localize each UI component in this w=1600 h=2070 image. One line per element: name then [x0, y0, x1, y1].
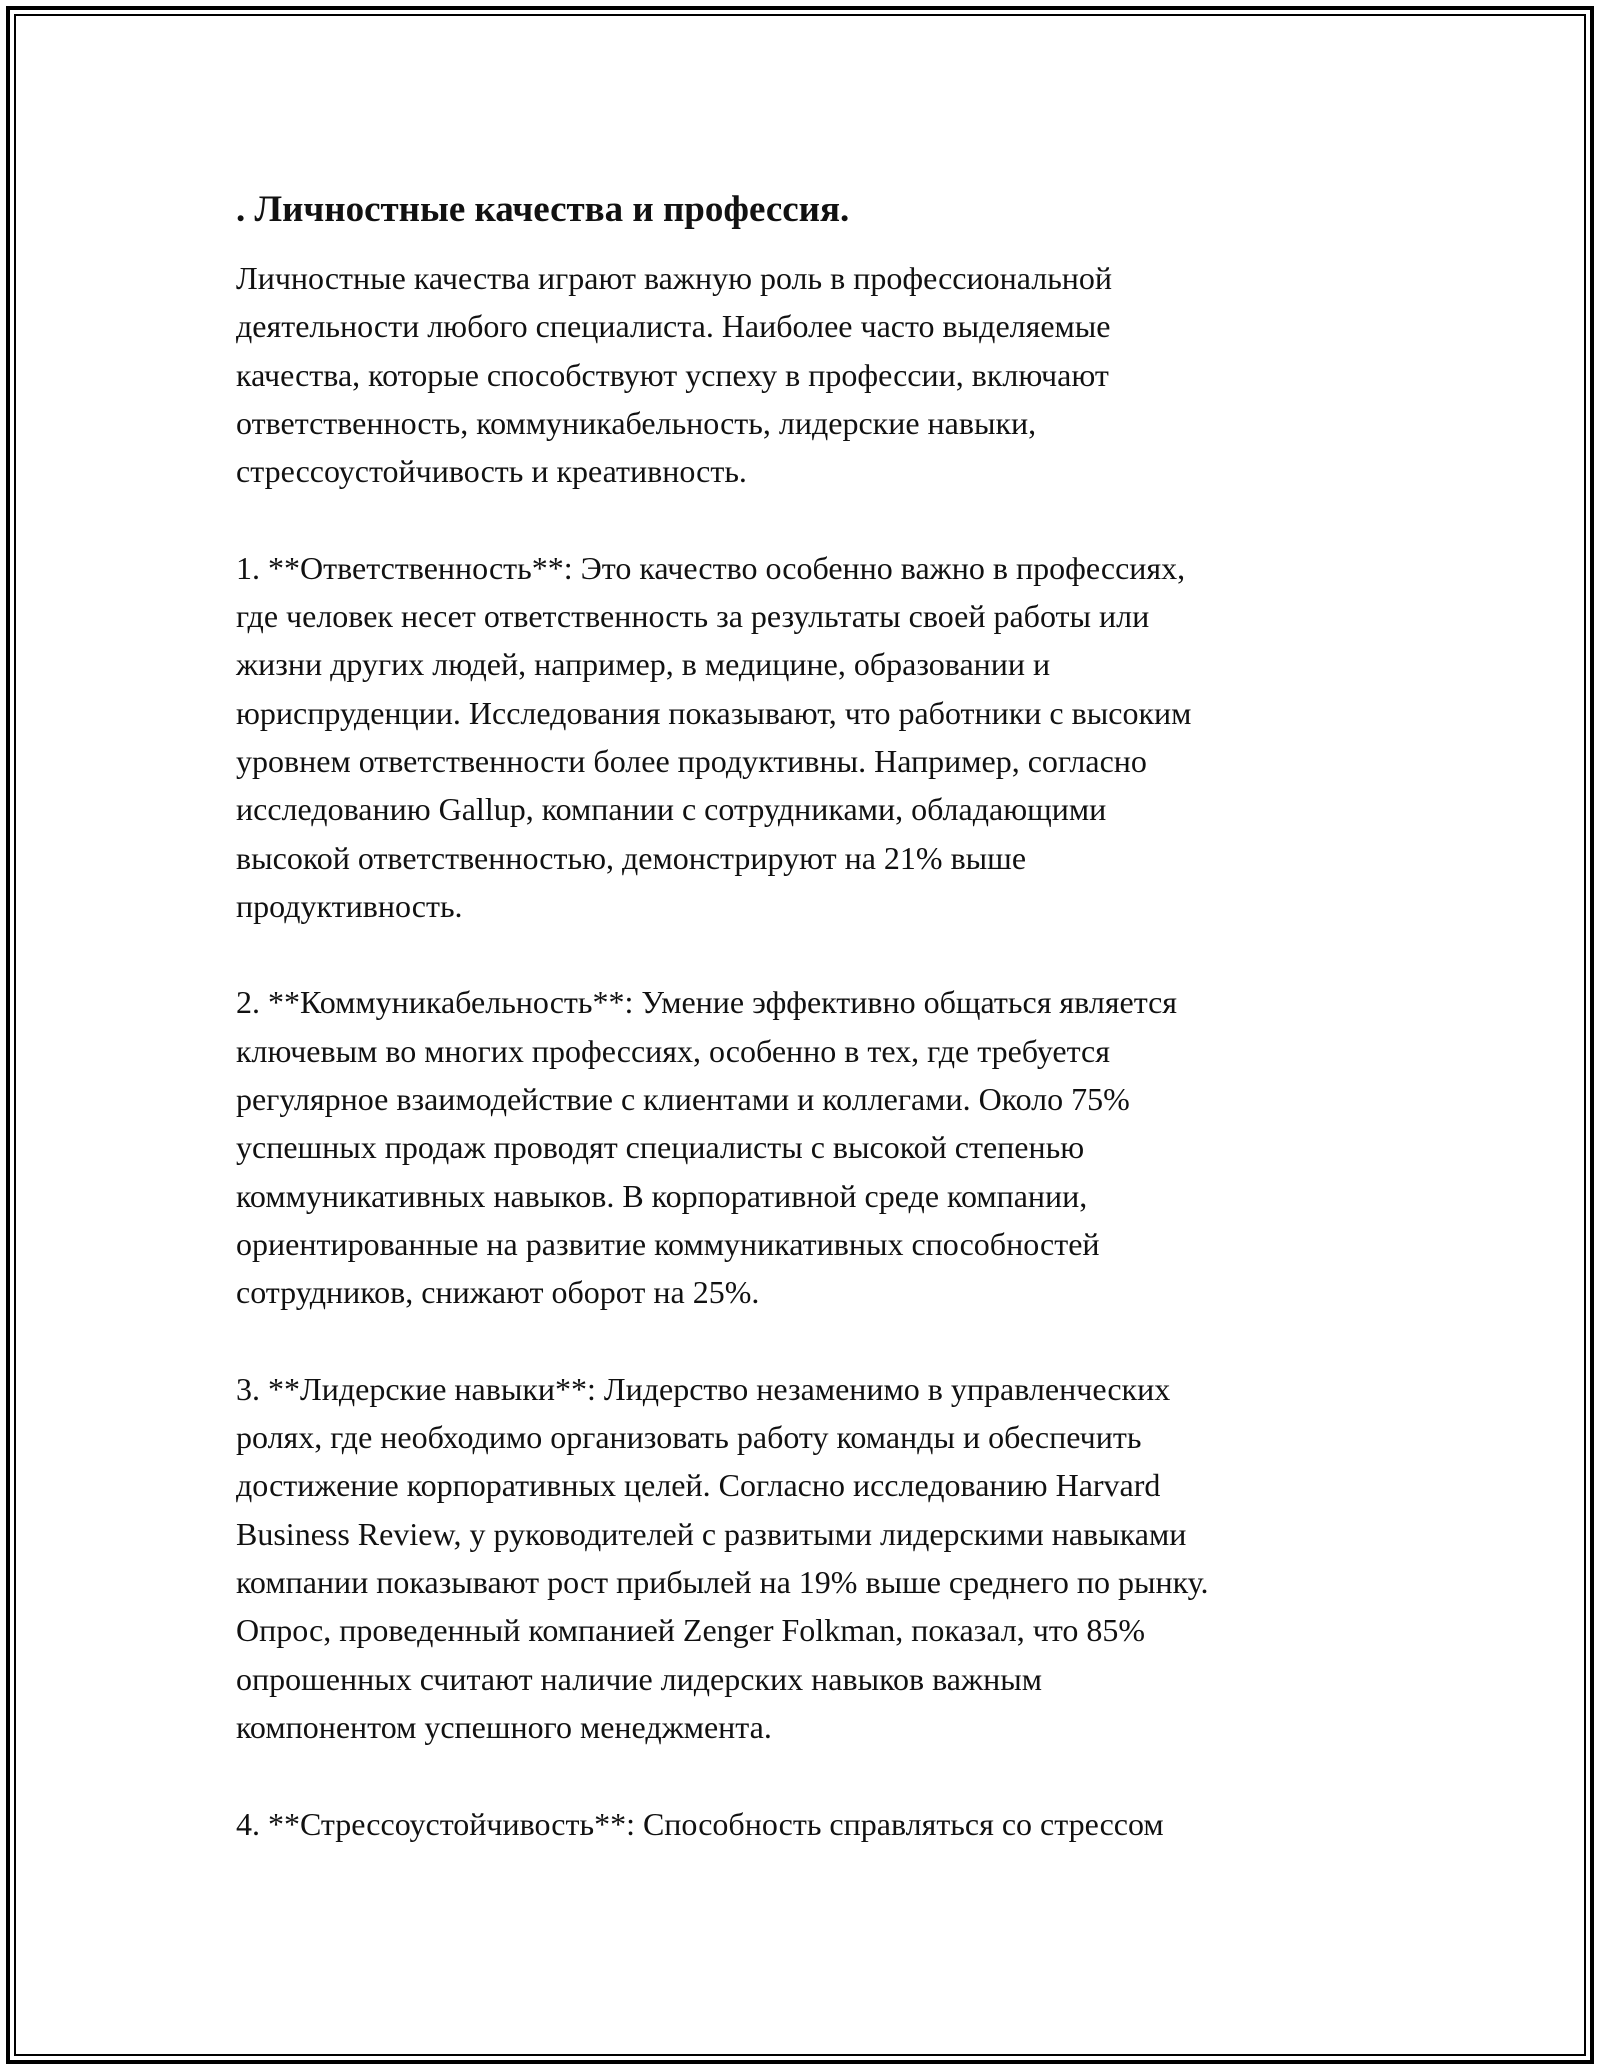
document-body: [236, 186, 1386, 1896]
paragraph-leadership: 3. **Лидерские навыки**: Лидерство незаменимо в управленческих ролях, где необходимо организовать работу команды и обеспечить достижение корпоративных целей. Согласно исследованию Harvard Business Review, у руководителей с развитыми лидерскими навыками компании показывают рост прибылей на 19% выше среднего по рынку. Опрос, проведенный компанией Zenger Folkman, показал, что 85% опрошенных считают наличие лидерских навыков важным компонентом успешного менеджмента.: [236, 1370, 1209, 1745]
paragraph-responsibility: 1. **Ответственность**: Это качество особенно важно в профессиях, где человек несет ответственность за результаты своей работы или жизни других людей, например, в медицине, образовании и юриспруденции. Исследования показывают, что работники с высоким уровнем ответственности более продуктивны. Например, согласно исследованию Gallup, компании с сотрудниками, обладающими высокой ответственностью, демонстрируют на 21% выше продуктивность.: [236, 549, 1192, 924]
document-title: . Личностные качества и профессия.: [236, 189, 850, 230]
paragraph-stress-resistance: 4. **Стрессоустойчивость**: Способность справляться со стрессом: [236, 1805, 1164, 1842]
paragraph-communication: 2. **Коммуникабельность**: Умение эффективно общаться является ключевым во многих профессиях, особенно в тех, где требуется регулярное взаимодействие с клиентами и коллегами. Около 75% успешных продаж проводят специалисты с высокой степенью коммуникативных навыков. В корпоративной среде компании, ориентированные на развитие коммуникативных способностей сотрудников, снижают оборот на 25%.: [236, 984, 1178, 1311]
intro-paragraph: Личностные качества играют важную роль в профессиональной деятельности любого специалиста. Наиболее часто выделяемые качества, которые способствуют успеху в профессии, включают ответственность, коммуникабельность, лидерские навыки, стрессоустойчивость и креативность.: [236, 260, 1113, 490]
